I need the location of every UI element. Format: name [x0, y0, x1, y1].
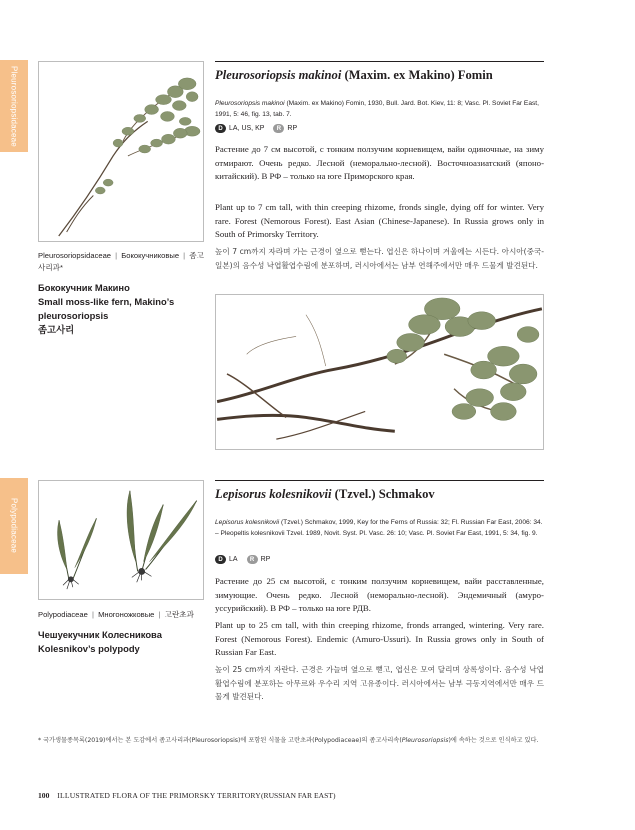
description-russian-1: Растение до 7 см высотой, с тонким ползучим корневищем, вайи одиночные, на зиму отмирают. Очень редко. Лесной (неморально-лесной). Восточноазиатский (японо-китайский). В РФ – только на юге Приморского края.	[215, 144, 544, 182]
description-korean-1: 높이 7 cm까지 자라며 가는 근경이 옆으로 뻗는다. 엽신은 하나이며 겨울에는 시든다. 아시아(중국-일본)의 음수성 낙엽활엽수림에 분포하며, 러시아에서는 남부 연해주에서만 매우 드물게 발견된다.	[215, 247, 544, 270]
name-english-line-1: Kolesnikov’s polypody	[38, 643, 140, 654]
description-korean-2: 높이 25 cm까지 자란다. 근경은 가늘며 옆으로 뻗고, 엽신은 모여 달리며 상록성이다. 음수성 낙엽활엽수림에 분포하는 아무르와 우수리 지역 고유종이다. 러시아에서는 남부 극동지역에서만 매우 드물게 발견된다.	[215, 665, 544, 702]
distribution-1	[215, 124, 297, 133]
russia-distribution: RP	[287, 125, 298, 132]
specimen-photo-pleurosoriopsis	[38, 61, 204, 242]
world-distribution: LA	[229, 556, 238, 563]
description-english-1: Plant up to 7 cm tall, with thin creeping rhizome, fronds single, dying off for winter. Very rare. Forest (Nemorous Forest). East Asian (Chinese-Japanese). In Russia grows only in South of Primorsky Territory.	[215, 202, 544, 240]
name-russian: Бококучник Макино	[38, 282, 130, 293]
side-tab-family-1: Pleurosoriopsidaceae	[0, 60, 28, 152]
book-title: ILLUSTRATED FLORA OF THE PRIMORSKY TERRITORY	[57, 791, 261, 800]
name-russian: Чешуекучник Колесникова	[38, 629, 162, 640]
distribution-2	[215, 555, 270, 564]
book-subtitle: (RUSSIAN FAR EAST)	[260, 791, 336, 800]
family-label-2: Polypodiaceae | Многоножковые | 고란초과	[38, 610, 194, 619]
russia-distribution-badge: R	[247, 555, 258, 564]
russia-distribution-badge: R	[273, 124, 284, 133]
specimen-closeup-photo	[215, 294, 544, 450]
page-footer	[38, 791, 336, 800]
footnote: * 국가생물종목록(2019)에서는 본 도감에서 좀고사리과(Pleurosoriopsis)에 포함된 식물을 고란초과(Polypodiaceae)의 좀고사리속(Pleurosoriopsis)에 속하는 것으로 인식하고 있다.	[38, 737, 539, 744]
page-number: 100	[38, 791, 50, 800]
family-label-1: Pleurosoriopsidaceae | Бококучниковые | 좀고사리과*	[38, 251, 204, 272]
name-english-line-1: Small moss-like fern, Makino’s	[38, 296, 175, 307]
title-rule-1	[215, 61, 544, 62]
common-names-1	[38, 281, 208, 337]
name-english-line-2: pleurosoriopsis	[38, 310, 109, 321]
description-english-2: Plant up to 25 cm tall, with thin creeping rhizome, fronds arranged, wintering. Very rare. Forest (Nemorous Forest). Endemic (Amuro-Ussuri). In Russia grows only in South of Russian Far East.	[215, 620, 544, 658]
title-authority: (Tzvel.) Schmakov	[331, 487, 435, 501]
russia-distribution: RP	[260, 556, 271, 563]
world-distribution-badge: D	[215, 124, 226, 133]
world-distribution-badge: D	[215, 555, 226, 564]
title-latin-name: Lepisorus kolesnikovii	[215, 487, 332, 501]
citation-1: Pleurosoriopsis makinoi (Maxim. ex Makino) Fomin, 1930, Bull. Jard. Bot. Kiev, 11: 8; Vasc. Pl. Soviet Far East, 1991, 5: 46, fig. 13, tab. 7.	[215, 100, 539, 118]
citation-2: Lepisorus kolesnikovii (Tzvel.) Schmakov, 1999, Key for the Ferns of Russia: 32; Fl. Russian Far East, 2006: 34. – Pleopeltis kolesnikovii Tzvel. 1989, Novit. Syst. Pl. Vasc. 26: 10; Vasc. Pl. Soviet Far East, 1991, 5: 34, fig. 9.	[215, 519, 543, 537]
species-title-2	[215, 487, 550, 502]
description-russian-2: Растение до 25 см высотой, с тонким ползучим корневищем, вайи расставленные, зимующие. Очень редко. Лесной (неморально-лесной). Эндемичный (амуро-уссурийский). В РФ – только на юге РДВ.	[215, 576, 544, 614]
species-title-1	[215, 68, 550, 83]
name-korean: 좀고사리	[38, 324, 75, 335]
title-latin-name: Pleurosoriopsis makinoi	[215, 68, 342, 82]
title-rule-2	[215, 480, 544, 481]
title-authority: (Maxim. ex Makino) Fomin	[341, 68, 493, 82]
specimen-photo-lepisorus	[38, 480, 204, 600]
side-tab-family-2: Polypodiaceae	[0, 478, 28, 574]
world-distribution: LA, US, KP	[229, 125, 265, 132]
common-names-2	[38, 628, 208, 656]
